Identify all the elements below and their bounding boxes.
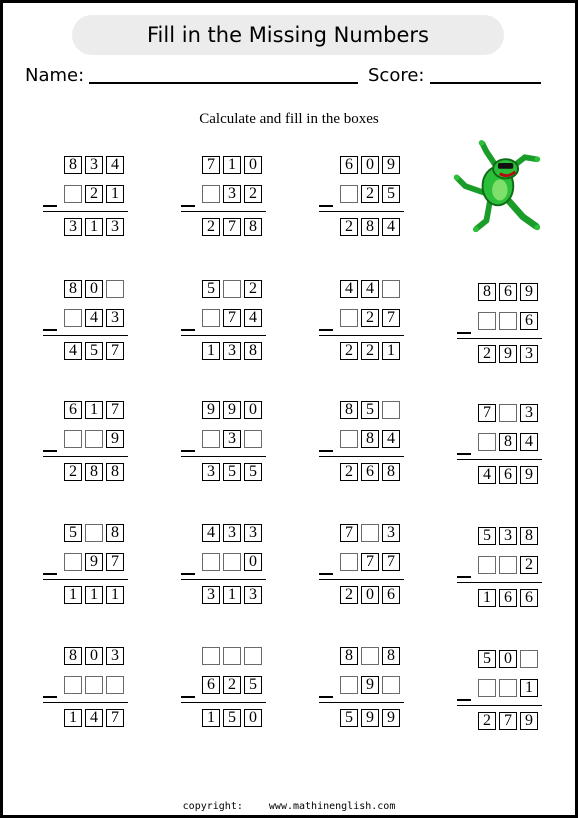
answer-box[interactable] — [202, 647, 220, 665]
digit-box: 3 — [106, 218, 124, 236]
digit-box: 7 — [223, 309, 241, 327]
digit-box: 5 — [478, 650, 496, 668]
digit-box: 4 — [106, 156, 124, 174]
digit-box: 0 — [361, 586, 379, 604]
digit-box: 8 — [244, 218, 262, 236]
digit-box: 2 — [520, 556, 538, 574]
answer-box[interactable] — [361, 647, 379, 665]
digit-box: 5 — [223, 463, 241, 481]
digit-box: 3 — [520, 345, 538, 363]
minus-sign — [43, 573, 57, 575]
subtraction-problem — [457, 527, 557, 611]
minus-sign — [319, 450, 333, 452]
digit-box: 5 — [223, 709, 241, 727]
answer-box[interactable] — [340, 185, 358, 203]
answer-box[interactable] — [244, 430, 262, 448]
digit-box: 9 — [499, 345, 517, 363]
digit-box: 9 — [85, 553, 103, 571]
digit-box: 3 — [223, 524, 241, 542]
digit-box: 2 — [361, 342, 379, 360]
digit-box: 1 — [202, 709, 220, 727]
digit-box: 4 — [520, 433, 538, 451]
digit-box: 0 — [85, 280, 103, 298]
instructions-text: Calculate and fill in the boxes — [199, 111, 379, 127]
digit-box: 9 — [520, 283, 538, 301]
answer-box[interactable] — [520, 650, 538, 668]
digit-box: 2 — [340, 586, 358, 604]
digit-box: 8 — [382, 647, 400, 665]
answer-box[interactable] — [499, 556, 517, 574]
digit-box: 8 — [244, 342, 262, 360]
name-field-line[interactable] — [89, 82, 358, 84]
digit-box: 5 — [64, 524, 82, 542]
answer-box[interactable] — [223, 647, 241, 665]
digit-box: 5 — [202, 280, 220, 298]
subtraction-problem — [457, 650, 557, 734]
digit-box: 0 — [499, 650, 517, 668]
answer-box[interactable] — [106, 676, 124, 694]
digit-box: 9 — [382, 709, 400, 727]
answer-box[interactable] — [202, 185, 220, 203]
subtraction-problem — [181, 280, 281, 364]
subtraction-problem — [319, 401, 419, 485]
subtraction-problem — [181, 156, 281, 240]
digit-box: 7 — [106, 401, 124, 419]
digit-box: 5 — [361, 401, 379, 419]
subtraction-problem — [43, 401, 143, 485]
answer-box[interactable] — [85, 676, 103, 694]
minus-sign — [181, 573, 195, 575]
worksheet-title — [72, 15, 504, 55]
digit-box: 9 — [106, 430, 124, 448]
digit-box: 2 — [202, 218, 220, 236]
answer-box[interactable] — [85, 524, 103, 542]
score-label: Score: — [368, 65, 425, 86]
answer-box[interactable] — [340, 553, 358, 571]
minus-sign — [319, 696, 333, 698]
digit-box: 4 — [85, 309, 103, 327]
answer-rule — [181, 456, 266, 457]
subtraction-problem — [319, 280, 419, 364]
digit-box: 6 — [202, 676, 220, 694]
answer-box[interactable] — [478, 312, 496, 330]
site-link[interactable]: www.mathinenglish.com — [268, 801, 396, 812]
digit-box: 1 — [85, 401, 103, 419]
digit-box: 4 — [478, 466, 496, 484]
answer-rule — [43, 702, 128, 703]
digit-box: 6 — [499, 283, 517, 301]
answer-rule — [319, 702, 404, 703]
answer-rule — [181, 702, 266, 703]
answer-box[interactable] — [202, 430, 220, 448]
subtraction-problem — [319, 647, 419, 731]
digit-box: 5 — [382, 185, 400, 203]
digit-box: 9 — [520, 466, 538, 484]
score-field-line[interactable] — [430, 82, 541, 84]
digit-box: 3 — [499, 527, 517, 545]
digit-box: 4 — [244, 309, 262, 327]
digit-box: 8 — [106, 524, 124, 542]
digit-box: 7 — [382, 309, 400, 327]
subtraction-problem — [181, 524, 281, 608]
minus-sign — [319, 329, 333, 331]
digit-box: 3 — [85, 156, 103, 174]
digit-box: 2 — [244, 280, 262, 298]
digit-box: 4 — [85, 709, 103, 727]
digit-box: 2 — [361, 185, 379, 203]
answer-box[interactable] — [223, 280, 241, 298]
digit-box: 0 — [244, 553, 262, 571]
subtraction-problem — [181, 647, 281, 731]
answer-rule — [457, 705, 542, 706]
minus-sign — [181, 329, 195, 331]
digit-box: 1 — [106, 185, 124, 203]
digit-box: 7 — [106, 553, 124, 571]
digit-box: 8 — [64, 156, 82, 174]
minus-sign — [319, 205, 333, 207]
digit-box: 1 — [223, 156, 241, 174]
digit-box: 1 — [202, 342, 220, 360]
digit-box: 8 — [64, 647, 82, 665]
subtraction-problem — [43, 280, 143, 364]
digit-box: 5 — [478, 527, 496, 545]
answer-box[interactable] — [223, 553, 241, 571]
digit-box: 6 — [520, 589, 538, 607]
digit-box: 8 — [361, 218, 379, 236]
digit-box: 1 — [520, 679, 538, 697]
answer-rule — [181, 211, 266, 212]
digit-box: 1 — [106, 586, 124, 604]
digit-box: 1 — [382, 342, 400, 360]
digit-box: 3 — [382, 524, 400, 542]
answer-box[interactable] — [478, 433, 496, 451]
digit-box: 0 — [244, 709, 262, 727]
subtraction-problem — [43, 156, 143, 240]
subtraction-problem — [319, 524, 419, 608]
answer-box[interactable] — [382, 676, 400, 694]
digit-box: 8 — [499, 433, 517, 451]
digit-box: 6 — [499, 589, 517, 607]
answer-rule — [457, 582, 542, 583]
answer-rule — [181, 579, 266, 580]
answer-rule — [319, 579, 404, 580]
answer-box[interactable] — [64, 309, 82, 327]
digit-box: 6 — [382, 586, 400, 604]
answer-box[interactable] — [478, 679, 496, 697]
digit-box: 4 — [382, 218, 400, 236]
digit-box: 7 — [499, 712, 517, 730]
answer-rule — [319, 211, 404, 212]
digit-box: 8 — [106, 463, 124, 481]
answer-box[interactable] — [244, 647, 262, 665]
answer-rule — [181, 335, 266, 336]
digit-box: 2 — [340, 463, 358, 481]
answer-box[interactable] — [340, 309, 358, 327]
digit-box: 6 — [340, 156, 358, 174]
answer-box[interactable] — [64, 553, 82, 571]
answer-rule — [43, 335, 128, 336]
digit-box: 3 — [202, 586, 220, 604]
digit-box: 1 — [85, 218, 103, 236]
answer-box[interactable] — [64, 430, 82, 448]
digit-box: 9 — [361, 676, 379, 694]
digit-box: 3 — [223, 430, 241, 448]
answer-box[interactable] — [340, 676, 358, 694]
digit-box: 2 — [85, 185, 103, 203]
digit-box: 3 — [223, 185, 241, 203]
digit-box: 2 — [340, 218, 358, 236]
answer-box[interactable] — [64, 185, 82, 203]
minus-sign — [457, 332, 471, 334]
digit-box: 7 — [106, 342, 124, 360]
digit-box: 2 — [478, 345, 496, 363]
answer-box[interactable] — [202, 309, 220, 327]
digit-box: 2 — [244, 185, 262, 203]
subtraction-problem — [319, 156, 419, 240]
digit-box: 0 — [361, 156, 379, 174]
subtraction-problem — [43, 524, 143, 608]
subtraction-problem — [43, 647, 143, 731]
digit-box: 3 — [244, 586, 262, 604]
answer-rule — [319, 335, 404, 336]
digit-box: 8 — [361, 430, 379, 448]
digit-box: 3 — [106, 647, 124, 665]
digit-box: 5 — [85, 342, 103, 360]
digit-box: 9 — [202, 401, 220, 419]
answer-box[interactable] — [85, 430, 103, 448]
digit-box: 8 — [64, 280, 82, 298]
digit-box: 7 — [340, 524, 358, 542]
subtraction-problem — [457, 404, 557, 488]
digit-box: 4 — [202, 524, 220, 542]
digit-box: 8 — [340, 647, 358, 665]
digit-box: 0 — [244, 401, 262, 419]
digit-box: 8 — [478, 283, 496, 301]
subtraction-problem — [457, 283, 557, 367]
digit-box: 3 — [520, 404, 538, 422]
answer-box[interactable] — [361, 524, 379, 542]
digit-box: 3 — [106, 309, 124, 327]
digit-box: 7 — [361, 553, 379, 571]
digit-box: 2 — [361, 309, 379, 327]
answer-rule — [43, 211, 128, 212]
answer-box[interactable] — [499, 679, 517, 697]
digit-box: 5 — [244, 676, 262, 694]
answer-box[interactable] — [106, 280, 124, 298]
minus-sign — [319, 573, 333, 575]
digit-box: 3 — [244, 524, 262, 542]
digit-box: 3 — [64, 218, 82, 236]
digit-box: 2 — [478, 712, 496, 730]
digit-box: 6 — [499, 466, 517, 484]
answer-box[interactable] — [499, 404, 517, 422]
minus-sign — [43, 205, 57, 207]
digit-box: 6 — [361, 463, 379, 481]
answer-box[interactable] — [202, 553, 220, 571]
copyright-label: copyright: — [182, 801, 243, 812]
digit-box: 3 — [223, 342, 241, 360]
digit-box: 0 — [85, 647, 103, 665]
answer-rule — [457, 338, 542, 339]
digit-box: 5 — [244, 463, 262, 481]
digit-box: 7 — [223, 218, 241, 236]
digit-box: 2 — [340, 342, 358, 360]
digit-box: 4 — [64, 342, 82, 360]
minus-sign — [43, 696, 57, 698]
answer-box[interactable] — [382, 401, 400, 419]
digit-box: 8 — [382, 463, 400, 481]
answer-rule — [43, 456, 128, 457]
subtraction-problem — [181, 401, 281, 485]
digit-box: 4 — [361, 280, 379, 298]
digit-box: 8 — [340, 401, 358, 419]
digit-box: 7 — [382, 553, 400, 571]
digit-box: 6 — [64, 401, 82, 419]
answer-box[interactable] — [382, 280, 400, 298]
digit-box: 7 — [106, 709, 124, 727]
digit-box: 2 — [223, 676, 241, 694]
digit-box: 1 — [223, 586, 241, 604]
digit-box: 3 — [202, 463, 220, 481]
minus-sign — [43, 329, 57, 331]
minus-sign — [457, 576, 471, 578]
name-label: Name: — [25, 65, 85, 86]
digit-box: 1 — [85, 586, 103, 604]
digit-box: 7 — [478, 404, 496, 422]
frog-icon — [448, 140, 544, 236]
minus-sign — [181, 696, 195, 698]
digit-box: 4 — [382, 430, 400, 448]
answer-box[interactable] — [340, 430, 358, 448]
answer-rule — [319, 456, 404, 457]
minus-sign — [457, 453, 471, 455]
footer — [3, 801, 575, 812]
digit-box: 1 — [64, 709, 82, 727]
digit-box: 6 — [520, 312, 538, 330]
answer-rule — [43, 579, 128, 580]
digit-box: 9 — [520, 712, 538, 730]
minus-sign — [457, 699, 471, 701]
answer-rule — [457, 459, 542, 460]
title-text: Fill in the Missing Numbers — [147, 23, 429, 47]
digit-box: 9 — [223, 401, 241, 419]
minus-sign — [181, 450, 195, 452]
digit-box: 9 — [361, 709, 379, 727]
answer-box[interactable] — [478, 556, 496, 574]
digit-box: 0 — [244, 156, 262, 174]
digit-box: 1 — [478, 589, 496, 607]
minus-sign — [181, 205, 195, 207]
digit-box: 9 — [382, 156, 400, 174]
digit-box: 2 — [64, 463, 82, 481]
answer-box[interactable] — [499, 312, 517, 330]
digit-box: 8 — [85, 463, 103, 481]
minus-sign — [43, 450, 57, 452]
digit-box: 5 — [340, 709, 358, 727]
answer-box[interactable] — [64, 676, 82, 694]
digit-box: 4 — [340, 280, 358, 298]
digit-box: 8 — [520, 527, 538, 545]
digit-box: 7 — [202, 156, 220, 174]
digit-box: 1 — [64, 586, 82, 604]
